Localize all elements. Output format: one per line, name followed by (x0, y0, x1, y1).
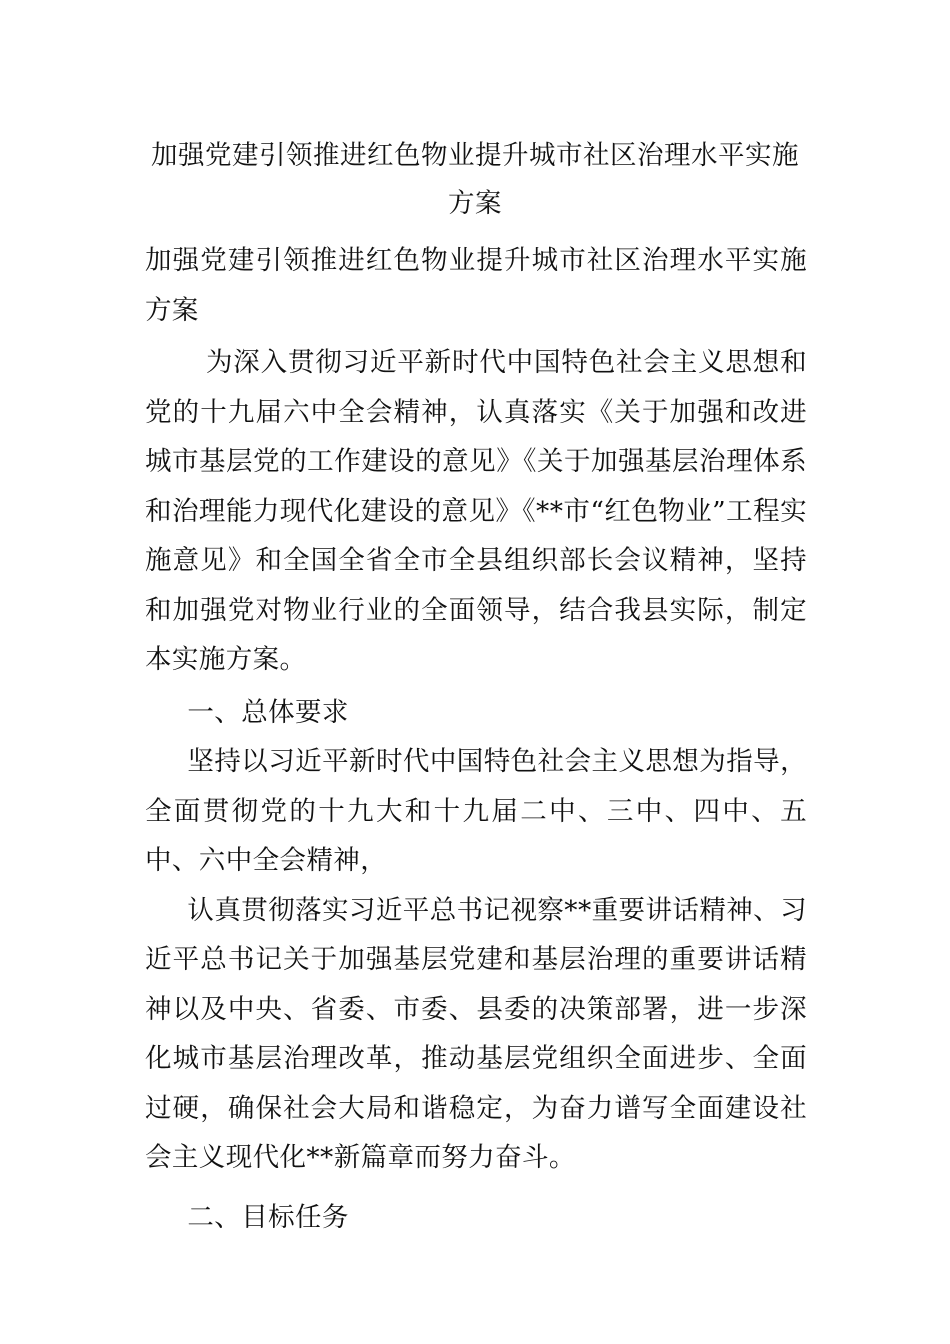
document-title: 加强党建引领推进红色物业提升城市社区治理水平实施方案 (151, 140, 799, 219)
section-1-paragraph-2: 认真贯彻落实习近平总书记视察**重要讲话精神、习近平总书记关于加强基层党建和基层治理的重要讲话精神以及中央、省委、市委、县委的决策部署，进一步深化城市基层治理改革，推动基层党组织全面进步、全面过硬，确保社会大局和谐稳定，为奋力谱写全面建设社会主义现代化**新篇章而努力奋斗。 (145, 894, 807, 1173)
section-1-paragraph-1: 坚持以习近平新时代中国特色社会主义思想为指导，全面贯彻党的十九大和十九届二中、三中、四中、五中、六中全会精神， (145, 746, 807, 876)
section-1-heading: 一、总体要求 (187, 696, 349, 728)
document-body (145, 236, 807, 1242)
intro-paragraph: 为深入贯彻习近平新时代中国特色社会主义思想和党的十九届六中全会精神，认真落实《关于加强和改进城市基层党的工作建设的意见》《关于加强基层治理体系和治理能力现代化建设的意见》《**市“红色物业”工程实施意见》和全国全省全市全县组织部长会议精神，坚持和加强党对物业行业的全面领导，结合我县实际，制定本实施方案。 (145, 347, 807, 675)
document-subtitle: 加强党建引领推进红色物业提升城市社区治理水平实施方案 (145, 245, 807, 326)
section-2-heading: 二、目标任务 (187, 1201, 349, 1233)
